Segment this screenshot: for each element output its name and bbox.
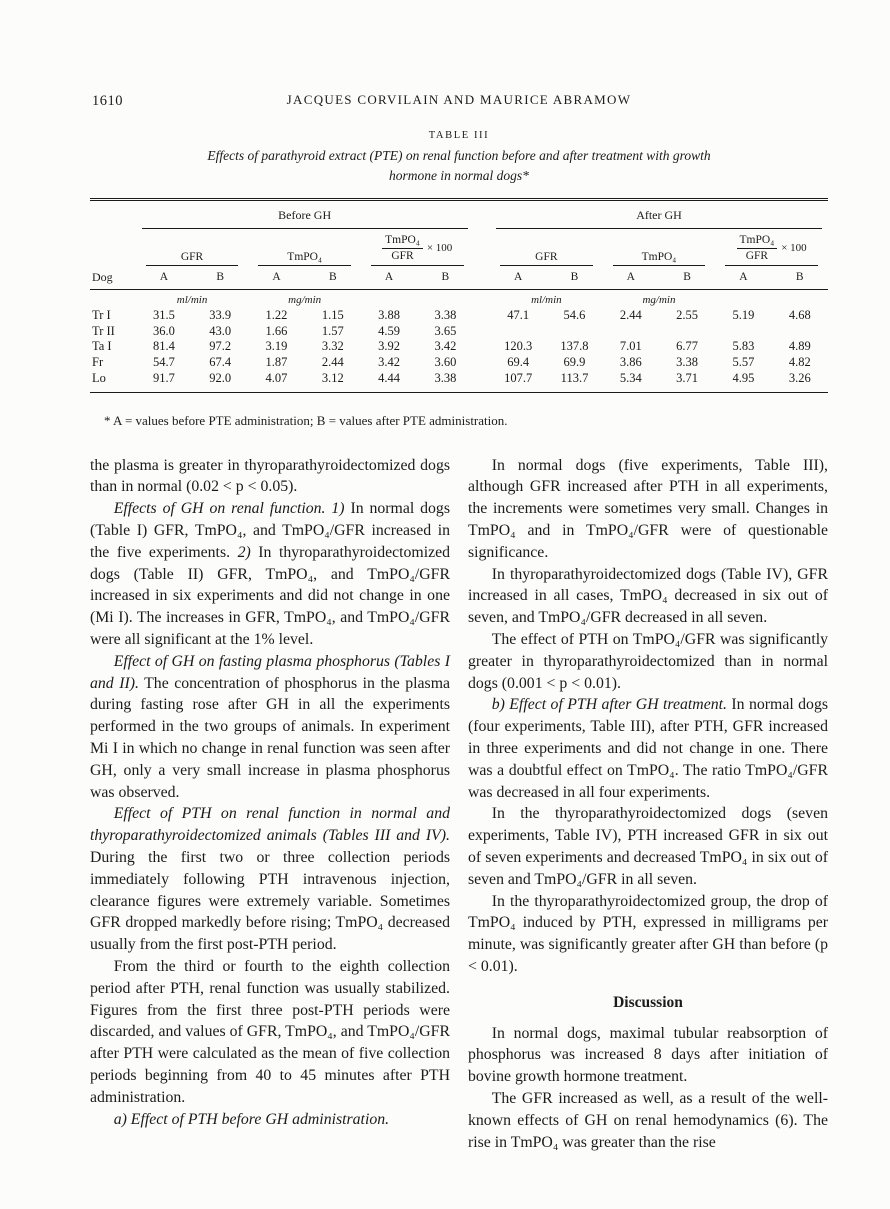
body-column-left (90, 455, 450, 1154)
paragraph (468, 629, 828, 694)
value-cell: 3.26 (788, 370, 811, 385)
data-table (90, 201, 828, 393)
units-row (90, 289, 828, 308)
body-text: In normal dogs (four experiments, Table III), after PTH, GFR increased in three experiments and did not change in one. There was a doubtful effect on TmPO₄. The ratio TmPO₄/GFR was decreased in all four experiments. (468, 696, 828, 801)
empty-cell (90, 230, 136, 267)
value-cell: 3.92 (378, 339, 401, 354)
value-cell: 3.38 (676, 355, 699, 370)
body-text: the plasma is greater in thyroparathyroidectomized dogs than in normal (0.02 < p < 0.05). (90, 456, 450, 496)
col-b-header: B (305, 267, 361, 290)
ratio-denominator: GFR (391, 249, 414, 262)
value-cell: 43.0 (209, 323, 232, 338)
value-cell: 54.6 (563, 307, 586, 322)
table-section (90, 130, 828, 429)
value-cell (772, 324, 828, 340)
before-ratio-header (361, 230, 474, 267)
value-cell: 3.88 (378, 307, 401, 322)
value-cell: 81.4 (152, 339, 175, 354)
value-cell: 3.60 (434, 355, 457, 370)
running-head: JACQUES CORVILAIN AND MAURICE ABRAMOW (286, 92, 632, 107)
value-cell: 91.7 (152, 370, 175, 385)
subgroup-header-row (90, 230, 828, 267)
value-cell: 1.22 (265, 307, 288, 322)
body-text: In the thyroparathyroidectomized dogs (seven experiments, Table IV), PTH increased GFR in six out of seven experiments and decreased TmPO₄ in six out of seven and TmPO₄/GFR in all seven. (468, 805, 828, 888)
italic-text: Effect of GH on fasting plasma phosphorus (Tables I and II). (90, 652, 450, 692)
body-text: In normal dogs (five experiments, Table III), although GFR increased after PTH in all experiments, the increments were sometimes very small. Changes in TmPO₄ and in TmPO₄/GFR were of questionable significance. (468, 456, 828, 561)
value-cell: 5.83 (732, 339, 755, 354)
col-a-header: A (361, 267, 417, 290)
value-cell: 92.0 (209, 370, 232, 385)
value-cell: 2.44 (619, 307, 642, 322)
value-cell (490, 324, 546, 340)
table-caption: Effects of parathyroid extract (PTE) on renal function before and after treatment with growth hormone in normal dogs* (207, 148, 711, 184)
body-text: During the first two or three collection periods immediately following PTH intravenous injection, clearance figures were extremely variable. Sometimes GFR dropped markedly before rising; TmPO₄ decreased usually from the first post-PTH period. (90, 849, 450, 954)
body-text: In the thyroparathyroidectomized group, the drop of TmPO₄ induced by PTH, expressed in milligrams per minute, was significantly greater after GH than before (p < 0.01). (468, 892, 828, 976)
column-spacer (474, 267, 491, 290)
paragraph (90, 956, 450, 1109)
paragraph (90, 1109, 450, 1131)
value-cell: 67.4 (209, 355, 232, 370)
after-tmpo4-header: TmPO₄ (603, 230, 716, 267)
value-cell: 4.68 (788, 307, 811, 322)
value-cell: 1.57 (321, 323, 344, 338)
column-spacer (474, 371, 491, 392)
paragraph (468, 891, 828, 978)
column-spacer (474, 339, 491, 355)
value-cell (546, 324, 602, 340)
value-cell: 3.86 (619, 355, 642, 370)
value-cell: 1.66 (265, 323, 288, 338)
value-cell: 4.07 (265, 370, 288, 385)
value-cell: 31.5 (152, 307, 175, 322)
paragraph (90, 455, 450, 499)
value-cell: 4.59 (378, 323, 401, 338)
value-cell: 36.0 (152, 323, 175, 338)
col-b-header: B (546, 267, 602, 290)
column-spacer (474, 355, 491, 371)
value-cell: 3.42 (434, 339, 457, 354)
value-cell: 3.32 (321, 339, 344, 354)
ratio-fraction (371, 234, 464, 263)
table-row (90, 339, 828, 355)
col-a-header: A (248, 267, 304, 290)
col-a-header: A (490, 267, 546, 290)
before-gh-label: Before GH (278, 207, 332, 222)
dog-label: Tr II (92, 323, 115, 338)
empty-cell (361, 289, 474, 308)
value-cell: 4.89 (788, 339, 811, 354)
column-spacer (474, 324, 491, 340)
body-text: In normal dogs (Table I) GFR, TmPO₄, and TmPO₄/GFR increased in the five experiments. (90, 500, 450, 561)
table-row (90, 355, 828, 371)
section-heading: Discussion (613, 993, 683, 1011)
value-cell: 107.7 (504, 370, 533, 385)
body-text: The GFR increased as well, as a result of the well-known effects of GH on renal hemodynamics (6). The rise in TmPO₄ was greater than the rise (468, 1090, 828, 1151)
empty-cell (90, 289, 136, 308)
value-cell: 69.4 (507, 355, 530, 370)
body-column-right (468, 455, 828, 1154)
value-cell: 113.7 (560, 370, 589, 385)
col-a-header: A (603, 267, 659, 290)
after-ratio-header (715, 230, 828, 267)
value-cell: 1.15 (321, 307, 344, 322)
value-cell: 54.7 (152, 355, 175, 370)
value-cell: 3.65 (434, 323, 457, 338)
italic-text: Effects of GH on renal function. 1) (113, 500, 345, 518)
value-cell: 4.82 (788, 355, 811, 370)
value-cell: 3.71 (676, 370, 699, 385)
before-gfr-header: GFR (136, 230, 249, 267)
before-gh-header (136, 201, 474, 230)
group-header-row (90, 201, 828, 230)
paragraph (468, 803, 828, 890)
value-cell: 6.77 (676, 339, 699, 354)
paragraph (468, 694, 828, 803)
units-ml-min: ml/min (176, 293, 208, 306)
body-text: The concentration of phosphorus in the plasma during fasting rose after GH in all the experiments performed in the two groups of animals. In experiment Mi I in which no change in renal function was seen after GH, only a very small increase in plasma phosphorus was observed. (90, 674, 450, 801)
value-cell: 137.8 (560, 339, 589, 354)
table-footnote: * A = values before PTE administration; B = values after PTE administration. (104, 412, 508, 428)
paragraph (90, 803, 450, 956)
table-row (90, 371, 828, 392)
col-b-header: B (659, 267, 715, 290)
paragraph (468, 1088, 828, 1153)
table-row (90, 308, 828, 324)
body-columns (90, 455, 828, 1154)
body-text: In normal dogs, maximal tubular reabsorption of phosphorus was increased 8 days after initiation of bovine growth hormone treatment. (468, 1024, 828, 1086)
dog-label: Fr (92, 355, 104, 370)
value-cell: 4.44 (378, 370, 401, 385)
paragraph (468, 564, 828, 629)
column-spacer (474, 308, 491, 324)
value-cell: 5.57 (732, 355, 755, 370)
value-cell: 3.12 (321, 370, 344, 385)
value-cell: 4.95 (732, 370, 755, 385)
col-b-header: B (417, 267, 473, 290)
dog-label: Ta I (92, 339, 112, 354)
body-text: The effect of PTH on TmPO₄/GFR was significantly greater in thyroparathyroidectomized than in normal dogs (0.001 < p < 0.01). (468, 631, 828, 692)
italic-text: b) Effect of PTH after GH treatment. (491, 696, 727, 714)
ratio-denominator: GFR (745, 249, 769, 262)
value-cell: 1.87 (265, 355, 288, 370)
value-cell: 5.19 (732, 307, 755, 322)
paragraph (468, 1023, 828, 1088)
after-gh-header (490, 201, 828, 230)
column-spacer (474, 230, 491, 267)
value-cell: 7.01 (619, 339, 642, 354)
col-a-header: A (715, 267, 771, 290)
after-gfr-header: GFR (490, 230, 603, 267)
table-row (90, 324, 828, 340)
italic-text: Effect of PTH on renal function in normal and thyroparathyroidectomized animals (Tables III and IV). (90, 805, 450, 845)
page-number: 1610 (92, 93, 123, 109)
value-cell: 3.19 (265, 339, 288, 354)
body-text: In thyroparathyroidectomized dogs (Table IV), GFR increased in all cases, TmPO₄ decreased in six out of seven, and TmPO₄/GFR decreased in all seven. (468, 565, 828, 627)
after-gh-label: After GH (636, 207, 682, 222)
value-cell: 2.55 (676, 307, 699, 322)
value-cell (715, 324, 771, 340)
value-cell: 69.9 (563, 355, 586, 370)
table-body (90, 308, 828, 392)
before-tmpo4-header: TmPO₄ (248, 230, 361, 267)
value-cell: 2.44 (321, 355, 344, 370)
col-b-header: B (192, 267, 248, 290)
dog-label: Tr I (92, 307, 111, 322)
col-b-header: B (772, 267, 828, 290)
value-cell: 120.3 (504, 339, 533, 354)
paragraph (468, 455, 828, 564)
units-mg-min: mg/min (642, 293, 676, 306)
empty-cell (715, 289, 828, 308)
italic-text: a) Effect of PTH before GH administration. (113, 1110, 390, 1128)
value-cell: 97.2 (209, 339, 232, 354)
value-cell: 33.9 (209, 307, 232, 322)
value-cell: 3.42 (378, 355, 401, 370)
table-rule-top (90, 198, 828, 393)
body-text: From the third or fourth to the eighth collection period after PTH, renal function was usually stabilized. Figures from the first three post-PTH periods were discarded, and values of GFR, TmPO₄, and TmPO₄/GFR after PTH were calculated as the mean of five collection periods beginning from 40 to 45 minutes after PTH administration. (90, 958, 450, 1106)
units-ml-min: ml/min (531, 293, 562, 306)
ratio-multiplier: × 100 (781, 242, 807, 255)
ab-header-row (90, 267, 828, 290)
paragraph (90, 651, 450, 804)
dog-column-header: Dog (90, 267, 136, 290)
col-a-header: A (136, 267, 192, 290)
paragraph (90, 498, 450, 651)
value-cell: 5.34 (619, 370, 642, 385)
ratio-fraction (725, 234, 818, 263)
column-spacer (474, 289, 491, 308)
value-cell: 47.1 (507, 307, 530, 322)
dog-label: Lo (92, 370, 106, 385)
page-header (90, 92, 828, 110)
ratio-numerator: TmPO₄ (382, 234, 423, 249)
empty-cell (90, 201, 136, 230)
ratio-multiplier: × 100 (426, 242, 453, 255)
value-cell (659, 324, 715, 340)
value-cell (603, 324, 659, 340)
table-label: TABLE III (428, 130, 490, 141)
column-spacer (474, 201, 491, 230)
body-text: In thyroparathyroidectomized dogs (Table II) GFR, TmPO₄, and TmPO₄/GFR increased in six experiments and did not change in one (Mi I). The increases in GFR, TmPO₄, and TmPO₄/GFR were all significant at the 1% level. (90, 543, 451, 649)
value-cell: 3.38 (434, 370, 457, 385)
italic-text: 2) (237, 543, 251, 561)
units-mg-min: mg/min (288, 293, 322, 306)
value-cell: 3.38 (434, 307, 457, 322)
ratio-numerator: TmPO₄ (737, 234, 778, 249)
